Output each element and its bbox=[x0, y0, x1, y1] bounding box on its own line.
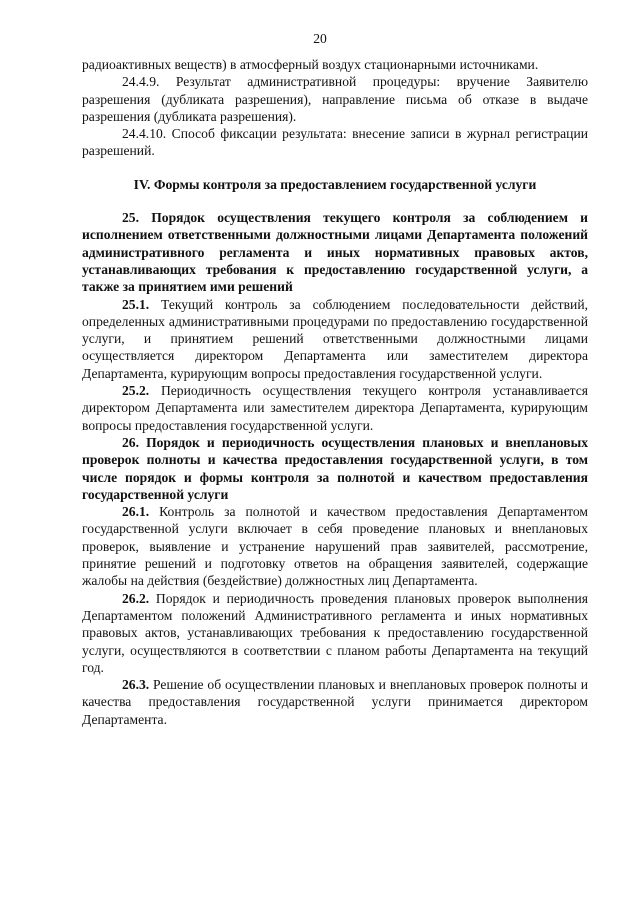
paragraph-text: Порядок и периодичность проведения плановых проверок выполнения Департаментом положений Административного регламента и иных нормативных правовых актов, устанавливающих требования к предоставлению государственной услуги, осуществляются в соответствии с планом работы Департамента на текущий год. bbox=[82, 590, 588, 675]
paragraph-number: 26.2. bbox=[122, 590, 150, 606]
paragraph-25-2 bbox=[82, 382, 588, 434]
paragraph-24-4-10: 24.4.10. Способ фиксации результата: внесение записи в журнал регистрации разрешений. bbox=[82, 126, 588, 159]
paragraph-26-3 bbox=[82, 676, 588, 728]
heading-25: 25. Порядок осуществления текущего контроля за соблюдением и исполнением ответственными должностными лицами Департамента положений административного регламента и иных нормативных правовых актов, устанавливающих требования к предоставлению государственной услуги, а также за принятием ими решений bbox=[82, 210, 588, 295]
paragraph-text: Периодичность осуществления текущего контроля устанавливается директором Департамента или заместителем директора Департамента, курирующим вопросы предоставления государственной услуги. bbox=[82, 383, 588, 433]
paragraph-number: 26.1. bbox=[122, 504, 150, 520]
heading-26: 26. Порядок и периодичность осуществления плановых и внеплановых проверок полноты и качества предоставления государственной услуги, в том числе порядок и формы контроля за полнотой и качеством предоставления государственной услуги bbox=[82, 434, 588, 502]
paragraph-number: 25.1. bbox=[122, 296, 150, 312]
section-title: IV. Формы контроля за предоставлением государственной услуги bbox=[133, 176, 537, 192]
paragraph-26-2 bbox=[82, 590, 588, 676]
page-number: 20 bbox=[313, 31, 327, 46]
paragraph-number: 26.3. bbox=[122, 677, 150, 693]
paragraph-25-1 bbox=[82, 296, 588, 382]
paragraph-text: Контроль за полнотой и качеством предоставления Департаментом государственной услуги включает в себя проведение плановых и внеплановых проверок, выявление и устранение нарушений прав заявителей, рассмотрение, принятие решений и подготовку ответов на обращения заявителей, содержащие жалобы на действия (бездействие) должностных лиц Департамента. bbox=[82, 504, 588, 589]
paragraph-radioactive: радиоактивных веществ) в атмосферный воздух стационарными источниками. bbox=[82, 57, 539, 72]
paragraph-26-1 bbox=[82, 503, 588, 589]
document-body bbox=[82, 56, 588, 728]
paragraph-text: Текущий контроль за соблюдением последовательности действий, определенных административными процедурами по предоставлению государственной услуги, и принятием решений ответственными должностными лицами осуществляется директором Департамента или заместителем директора Департамента, курирующим вопросы предоставления государственной услуги. bbox=[82, 296, 588, 381]
paragraph-24-4-9: 24.4.9. Результат административной процедуры: вручение Заявителю разрешения (дубликата разрешения), направление письма об отказе в выдаче разрешения (дубликата разрешения). bbox=[82, 74, 588, 124]
paragraph-number: 25.2. bbox=[122, 383, 150, 399]
paragraph-text: Решение об осуществлении плановых и внеплановых проверок полноты и качества предоставления государственной услуги принимается директором Департамента. bbox=[82, 677, 588, 727]
